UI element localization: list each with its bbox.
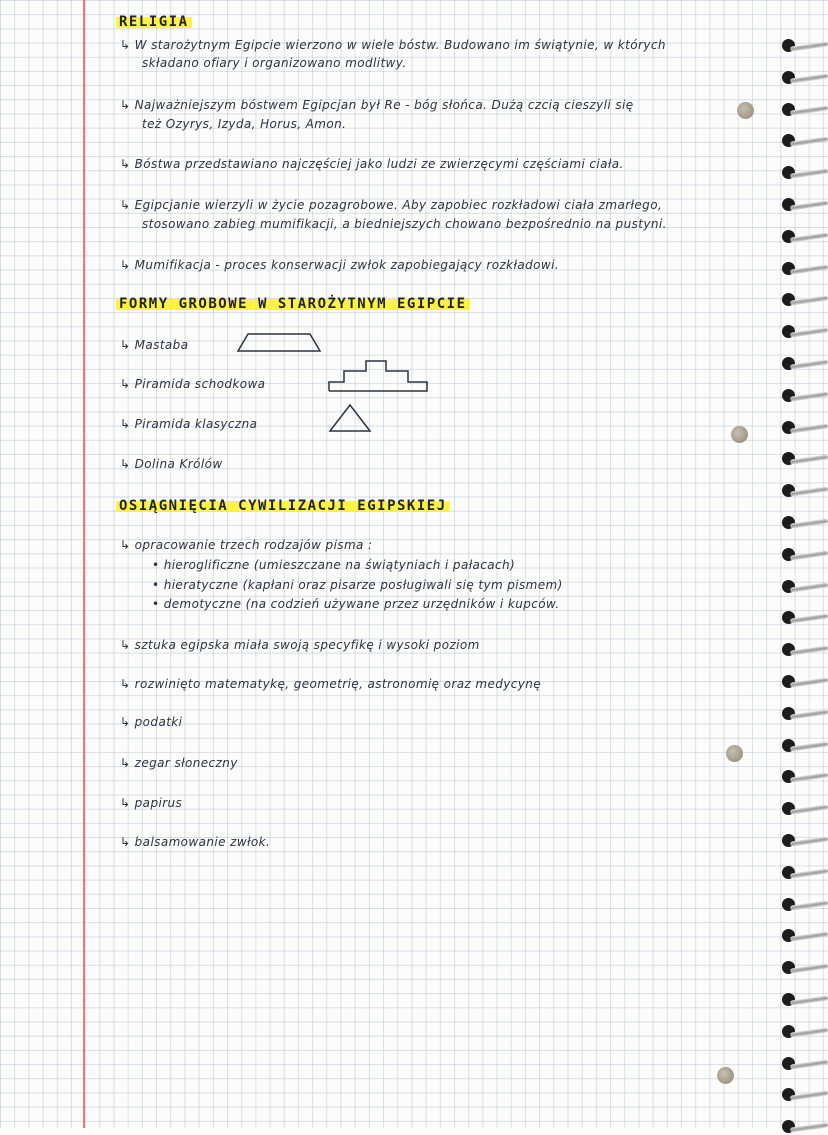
- spiral-ring: [782, 102, 826, 118]
- tomb-item-step-pyramid: ↳ Piramida schodkowa: [120, 377, 266, 391]
- ring-wire: [790, 1027, 828, 1037]
- ring-wire: [790, 73, 828, 83]
- spiral-ring: [782, 1024, 826, 1040]
- spiral-ring: [782, 801, 826, 817]
- spiral-ring: [782, 610, 826, 626]
- ring-wire: [790, 454, 828, 464]
- spiral-ring: [782, 1056, 826, 1072]
- spiral-ring: [782, 706, 826, 722]
- ring-wire: [790, 613, 828, 623]
- ring-wire: [790, 836, 828, 846]
- spiral-ring: [782, 388, 826, 404]
- spiral-ring: [782, 483, 826, 499]
- ring-wire: [790, 41, 828, 51]
- spiral-ring: [782, 833, 826, 849]
- section-title-achievements: OSIĄGNIĘCIA CYWILIZACJI EGIPSKIEJ: [116, 498, 450, 514]
- ring-wire: [790, 645, 828, 655]
- ring-wire: [790, 105, 828, 115]
- achievement-item: ↳ sztuka egipska miała swoją specyfikę i wysoki poziom: [120, 638, 480, 652]
- spiral-ring: [782, 1087, 826, 1103]
- spiral-ring: [782, 865, 826, 881]
- ring-wire: [790, 295, 828, 305]
- script-type-item: • hieratyczne (kapłani oraz pisarze posługiwali się tym pismem): [152, 578, 563, 592]
- spiral-binding: [768, 0, 828, 1128]
- spiral-ring: [782, 229, 826, 245]
- spiral-ring: [782, 451, 826, 467]
- spiral-ring: [782, 992, 826, 1008]
- ring-wire: [790, 486, 828, 496]
- religion-line: ↳ Egipcjanie wierzyli w życie pozagrobowe. Aby zapobiec rozkładowi ciała zmarłego,: [120, 198, 663, 212]
- spiral-ring: [782, 769, 826, 785]
- achievement-item: ↳ balsamowanie zwłok.: [120, 835, 271, 849]
- ring-wire: [790, 741, 828, 751]
- mastaba-drawing: [234, 332, 324, 354]
- ring-wire: [790, 168, 828, 178]
- ring-wire: [790, 359, 828, 369]
- step-pyramid-drawing: [326, 358, 432, 394]
- classic-pyramid-drawing: [326, 402, 374, 434]
- section-title-religion: RELIGIA: [116, 14, 192, 30]
- ring-wire: [790, 900, 828, 910]
- spiral-ring: [782, 738, 826, 754]
- spiral-ring: [782, 356, 826, 372]
- spiral-ring: [782, 547, 826, 563]
- punch-hole: [731, 426, 748, 443]
- religion-line: ↳ Najważniejszym bóstwem Egipcjan był Re - bóg słońca. Dużą czcią cieszyli się: [120, 98, 634, 112]
- ring-wire: [790, 677, 828, 687]
- ring-wire: [790, 804, 828, 814]
- ring-wire: [790, 931, 828, 941]
- spiral-ring: [782, 292, 826, 308]
- spiral-ring: [782, 261, 826, 277]
- spiral-ring: [782, 38, 826, 54]
- achievement-item: ↳ rozwinięto matematykę, geometrię, astronomię oraz medycynę: [120, 677, 542, 691]
- ring-wire: [790, 772, 828, 782]
- religion-line: stosowano zabieg mumifikacji, a biedniejszych chowano bezpośrednio na pustyni.: [142, 217, 667, 231]
- achievement-writing-intro: ↳ opracowanie trzech rodzajów pisma :: [120, 538, 373, 552]
- ring-wire: [790, 963, 828, 973]
- spiral-ring: [782, 324, 826, 340]
- spiral-ring: [782, 897, 826, 913]
- tomb-item-classic-pyramid: ↳ Piramida klasyczna: [120, 417, 258, 431]
- ring-wire: [790, 423, 828, 433]
- ring-wire: [790, 391, 828, 401]
- ring-wire: [790, 1059, 828, 1069]
- ring-wire: [790, 136, 828, 146]
- spiral-ring: [782, 165, 826, 181]
- religion-line: ↳ Mumifikacja - proces konserwacji zwłok zapobiegający rozkładowi.: [120, 258, 560, 272]
- spiral-ring: [782, 133, 826, 149]
- ring-wire: [790, 518, 828, 528]
- spiral-ring: [782, 70, 826, 86]
- ring-wire: [790, 200, 828, 210]
- ring-wire: [790, 582, 828, 592]
- script-type-item: • hieroglificzne (umieszczane na świątyniach i pałacach): [152, 558, 516, 572]
- ring-wire: [790, 327, 828, 337]
- ring-wire: [790, 232, 828, 242]
- script-type-item: • demotyczne (na codzień używane przez urzędników i kupców.: [152, 597, 560, 611]
- spiral-ring: [782, 674, 826, 690]
- ring-wire: [790, 709, 828, 719]
- achievement-item: ↳ papirus: [120, 796, 183, 810]
- punch-hole: [737, 102, 754, 119]
- punch-hole: [726, 745, 743, 762]
- religion-line: składano ofiary i organizowano modlitwy.: [142, 56, 407, 70]
- spiral-ring: [782, 928, 826, 944]
- achievement-item: ↳ zegar słoneczny: [120, 756, 238, 770]
- margin-line: [83, 0, 85, 1128]
- religion-line: ↳ W starożytnym Egipcie wierzono w wiele bóstw. Budowano im świątynie, w których: [120, 38, 666, 52]
- religion-line: ↳ Bóstwa przedstawiano najczęściej jako ludzi ze zwierzęcymi częściami ciała.: [120, 157, 624, 171]
- tomb-item-valley-of-kings: ↳ Dolina Królów: [120, 457, 223, 471]
- achievement-item: ↳ podatki: [120, 715, 183, 729]
- spiral-ring: [782, 197, 826, 213]
- spiral-ring: [782, 420, 826, 436]
- spiral-ring: [782, 579, 826, 595]
- spiral-ring: [782, 642, 826, 658]
- ring-wire: [790, 550, 828, 560]
- section-title-tombs: FORMY GROBOWE W STAROŻYTNYM EGIPCIE: [116, 296, 470, 312]
- spiral-ring: [782, 960, 826, 976]
- religion-line: też Ozyrys, Izyda, Horus, Amon.: [142, 117, 347, 131]
- ring-wire: [790, 995, 828, 1005]
- tomb-item-mastaba: ↳ Mastaba: [120, 338, 189, 352]
- ring-wire: [790, 1090, 828, 1100]
- punch-hole: [717, 1067, 734, 1084]
- spiral-ring: [782, 515, 826, 531]
- ring-wire: [790, 868, 828, 878]
- ring-wire: [790, 264, 828, 274]
- spiral-ring: [782, 1119, 826, 1135]
